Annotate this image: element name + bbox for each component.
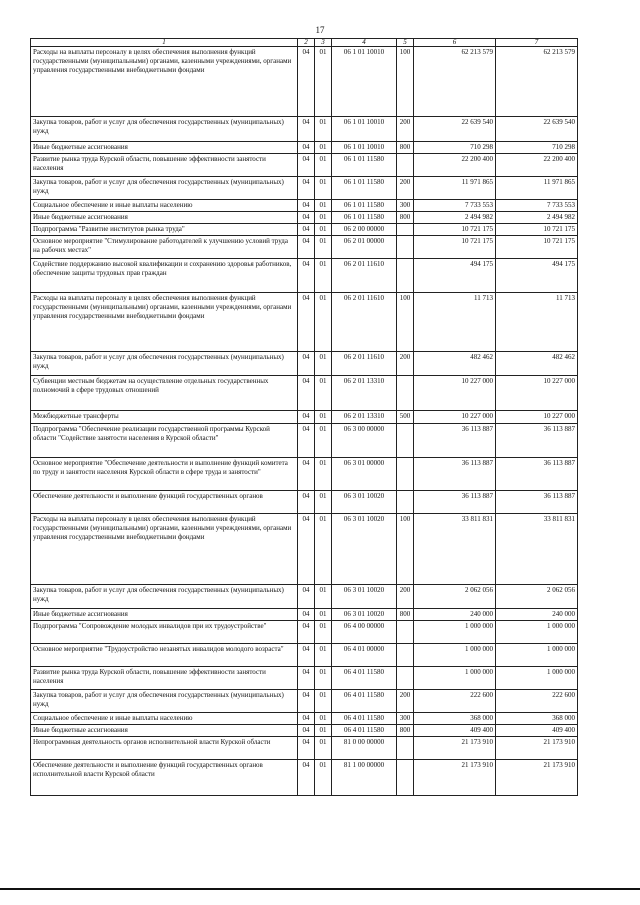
row-expense-type bbox=[397, 376, 414, 411]
row-expense-type bbox=[397, 424, 414, 458]
row-amount-year2: 10 227 000 bbox=[496, 376, 578, 411]
row-amount-year1: 240 000 bbox=[414, 609, 496, 621]
row-amount-year2: 7 733 553 bbox=[496, 200, 578, 212]
row-section: 04 bbox=[298, 690, 315, 713]
row-section: 04 bbox=[298, 154, 315, 177]
row-amount-year1: 10 721 175 bbox=[414, 236, 496, 259]
row-target-article: 06 2 01 11610 bbox=[332, 259, 397, 293]
row-expense-type: 200 bbox=[397, 585, 414, 609]
row-expense-type: 800 bbox=[397, 725, 414, 737]
row-section: 04 bbox=[298, 200, 315, 212]
row-amount-year2: 240 000 bbox=[496, 609, 578, 621]
row-amount-year1: 36 113 887 bbox=[414, 424, 496, 458]
row-section: 04 bbox=[298, 376, 315, 411]
row-expense-type: 800 bbox=[397, 609, 414, 621]
row-target-article: 06 1 01 10010 bbox=[332, 142, 397, 154]
table-row bbox=[31, 411, 578, 424]
row-section: 04 bbox=[298, 585, 315, 609]
row-amount-year2: 62 213 579 bbox=[496, 47, 578, 117]
row-amount-year2: 36 113 887 bbox=[496, 458, 578, 491]
table-row bbox=[31, 644, 578, 667]
row-section: 04 bbox=[298, 458, 315, 491]
row-target-article: 06 2 00 00000 bbox=[332, 224, 397, 236]
row-name: Подпрограмма "Обеспечение реализации государственной программы Курской области "Содействие занятости населения в Курской области" bbox=[31, 424, 298, 458]
row-name: Закупка товаров, работ и услуг для обеспечения государственных (муниципальных) нужд bbox=[31, 117, 298, 142]
row-section: 04 bbox=[298, 737, 315, 760]
row-amount-year1: 22 639 540 bbox=[414, 117, 496, 142]
row-name: Закупка товаров, работ и услуг для обеспечения государственных (муниципальных) нужд bbox=[31, 177, 298, 200]
row-amount-year1: 11 971 865 bbox=[414, 177, 496, 200]
row-section: 04 bbox=[298, 142, 315, 154]
row-name: Социальное обеспечение и иные выплаты населению bbox=[31, 713, 298, 725]
row-expense-type: 100 bbox=[397, 293, 414, 352]
row-name: Социальное обеспечение и иные выплаты населению bbox=[31, 200, 298, 212]
row-amount-year1: 494 175 bbox=[414, 259, 496, 293]
row-section: 04 bbox=[298, 411, 315, 424]
table-row bbox=[31, 47, 578, 117]
row-amount-year2: 11 713 bbox=[496, 293, 578, 352]
row-name: Закупка товаров, работ и услуг для обеспечения государственных (муниципальных) нужд bbox=[31, 352, 298, 376]
row-name: Основное мероприятие "Обеспечение деятельности и выполнение функций комитета по труду и занятости населения Курской области в сфере труда и занятости" bbox=[31, 458, 298, 491]
row-expense-type bbox=[397, 236, 414, 259]
row-target-article: 06 3 01 00000 bbox=[332, 458, 397, 491]
table-row bbox=[31, 585, 578, 609]
row-amount-year1: 7 733 553 bbox=[414, 200, 496, 212]
row-expense-type bbox=[397, 259, 414, 293]
row-section: 04 bbox=[298, 352, 315, 376]
row-target-article: 06 1 01 11580 bbox=[332, 200, 397, 212]
table-row bbox=[31, 458, 578, 491]
row-subsection: 01 bbox=[315, 236, 332, 259]
row-amount-year2: 36 113 887 bbox=[496, 424, 578, 458]
row-subsection: 01 bbox=[315, 200, 332, 212]
row-name: Обеспечение деятельности и выполнение функций государственных органов исполнительной власти Курской области bbox=[31, 760, 298, 796]
table-row bbox=[31, 667, 578, 690]
row-expense-type bbox=[397, 458, 414, 491]
row-expense-type: 500 bbox=[397, 411, 414, 424]
row-expense-type bbox=[397, 644, 414, 667]
row-target-article: 06 1 01 11580 bbox=[332, 212, 397, 224]
row-expense-type: 100 bbox=[397, 514, 414, 585]
row-subsection: 01 bbox=[315, 177, 332, 200]
row-subsection: 01 bbox=[315, 621, 332, 644]
row-section: 04 bbox=[298, 713, 315, 725]
row-amount-year1: 1 000 000 bbox=[414, 621, 496, 644]
row-name: Основное мероприятие "Стимулирование работодателей к улучшению условий труда на рабочих местах" bbox=[31, 236, 298, 259]
scan-bottom-rule bbox=[0, 888, 640, 890]
table-row bbox=[31, 713, 578, 725]
row-section: 04 bbox=[298, 491, 315, 514]
row-expense-type: 200 bbox=[397, 690, 414, 713]
row-amount-year1: 22 200 400 bbox=[414, 154, 496, 177]
header-col-2: 2 bbox=[298, 39, 315, 47]
row-amount-year1: 21 173 910 bbox=[414, 737, 496, 760]
row-subsection: 01 bbox=[315, 293, 332, 352]
row-name: Обеспечение деятельности и выполнение функций государственных органов bbox=[31, 491, 298, 514]
row-amount-year1: 1 000 000 bbox=[414, 644, 496, 667]
row-name: Содействие поддержанию высокой квалификации и сохранению здоровья работников, обеспечение защиты трудовых прав граждан bbox=[31, 259, 298, 293]
row-expense-type: 100 bbox=[397, 47, 414, 117]
table-row bbox=[31, 224, 578, 236]
row-name: Расходы на выплаты персоналу в целях обеспечения выполнения функций государственными (муниципальными) органами, казенными учреждениями, органами управления государственными внебюджетными фондами bbox=[31, 293, 298, 352]
row-subsection: 01 bbox=[315, 212, 332, 224]
row-target-article: 06 2 01 11610 bbox=[332, 293, 397, 352]
table-row bbox=[31, 621, 578, 644]
row-amount-year1: 11 713 bbox=[414, 293, 496, 352]
table-row bbox=[31, 725, 578, 737]
header-col-4: 4 bbox=[332, 39, 397, 47]
row-name: Иные бюджетные ассигнования bbox=[31, 212, 298, 224]
row-name: Подпрограмма "Сопровождение молодых инвалидов при их трудоустройстве" bbox=[31, 621, 298, 644]
row-target-article: 06 2 01 00000 bbox=[332, 236, 397, 259]
row-amount-year2: 10 721 175 bbox=[496, 224, 578, 236]
row-amount-year2: 1 000 000 bbox=[496, 621, 578, 644]
row-section: 04 bbox=[298, 236, 315, 259]
row-target-article: 06 4 01 11580 bbox=[332, 690, 397, 713]
row-amount-year2: 11 971 865 bbox=[496, 177, 578, 200]
row-amount-year2: 494 175 bbox=[496, 259, 578, 293]
row-name: Расходы на выплаты персоналу в целях обеспечения выполнения функций государственными (муниципальными) органами, казенными учреждениями, органами управления государственными внебюджетными фондами bbox=[31, 47, 298, 117]
row-amount-year2: 33 811 831 bbox=[496, 514, 578, 585]
row-subsection: 01 bbox=[315, 690, 332, 713]
row-name: Иные бюджетные ассигнования bbox=[31, 142, 298, 154]
row-target-article: 81 1 00 00000 bbox=[332, 760, 397, 796]
row-expense-type: 800 bbox=[397, 212, 414, 224]
row-subsection: 01 bbox=[315, 142, 332, 154]
table-row bbox=[31, 117, 578, 142]
row-target-article: 06 3 00 00000 bbox=[332, 424, 397, 458]
row-amount-year1: 10 227 000 bbox=[414, 411, 496, 424]
table-row bbox=[31, 760, 578, 796]
row-amount-year2: 36 113 887 bbox=[496, 491, 578, 514]
row-section: 04 bbox=[298, 609, 315, 621]
row-subsection: 01 bbox=[315, 352, 332, 376]
row-subsection: 01 bbox=[315, 117, 332, 142]
row-name: Развитие рынка труда Курской области, повышение эффективности занятости населения bbox=[31, 154, 298, 177]
row-subsection: 01 bbox=[315, 259, 332, 293]
header-col-1: 1 bbox=[31, 39, 298, 47]
row-section: 04 bbox=[298, 644, 315, 667]
table-row bbox=[31, 737, 578, 760]
row-name: Субвенции местным бюджетам на осуществление отдельных государственных полномочий в сфере трудовых отношений bbox=[31, 376, 298, 411]
row-subsection: 01 bbox=[315, 585, 332, 609]
table-row bbox=[31, 293, 578, 352]
row-expense-type: 200 bbox=[397, 117, 414, 142]
row-subsection: 01 bbox=[315, 47, 332, 117]
table-row bbox=[31, 352, 578, 376]
table-row bbox=[31, 491, 578, 514]
row-name: Межбюджетные трансферты bbox=[31, 411, 298, 424]
table-row bbox=[31, 609, 578, 621]
row-subsection: 01 bbox=[315, 737, 332, 760]
header-col-6: 6 bbox=[414, 39, 496, 47]
row-target-article: 06 3 01 10020 bbox=[332, 609, 397, 621]
row-amount-year2: 222 600 bbox=[496, 690, 578, 713]
header-col-7: 7 bbox=[496, 39, 578, 47]
row-expense-type bbox=[397, 737, 414, 760]
table-row bbox=[31, 200, 578, 212]
row-amount-year1: 1 000 000 bbox=[414, 667, 496, 690]
row-target-article: 06 3 01 10020 bbox=[332, 514, 397, 585]
row-target-article: 06 1 01 11580 bbox=[332, 177, 397, 200]
row-target-article: 81 0 00 00000 bbox=[332, 737, 397, 760]
row-expense-type bbox=[397, 621, 414, 644]
row-section: 04 bbox=[298, 47, 315, 117]
row-section: 04 bbox=[298, 117, 315, 142]
row-section: 04 bbox=[298, 259, 315, 293]
row-target-article: 06 4 01 11580 bbox=[332, 725, 397, 737]
row-subsection: 01 bbox=[315, 458, 332, 491]
row-target-article: 06 1 01 10010 bbox=[332, 117, 397, 142]
row-subsection: 01 bbox=[315, 667, 332, 690]
table-row bbox=[31, 514, 578, 585]
row-name: Непрограммная деятельность органов исполнительной власти Курской области bbox=[31, 737, 298, 760]
table-row bbox=[31, 154, 578, 177]
row-expense-type: 800 bbox=[397, 142, 414, 154]
row-expense-type: 200 bbox=[397, 177, 414, 200]
row-amount-year1: 10 721 175 bbox=[414, 224, 496, 236]
row-target-article: 06 4 01 00000 bbox=[332, 644, 397, 667]
row-name: Иные бюджетные ассигнования bbox=[31, 609, 298, 621]
budget-table bbox=[30, 38, 578, 796]
row-amount-year2: 710 298 bbox=[496, 142, 578, 154]
row-target-article: 06 2 01 13310 bbox=[332, 376, 397, 411]
row-name: Закупка товаров, работ и услуг для обеспечения государственных (муниципальных) нужд bbox=[31, 690, 298, 713]
header-col-5: 5 bbox=[397, 39, 414, 47]
row-amount-year2: 10 721 175 bbox=[496, 236, 578, 259]
row-section: 04 bbox=[298, 760, 315, 796]
row-amount-year1: 409 400 bbox=[414, 725, 496, 737]
table-row bbox=[31, 424, 578, 458]
row-target-article: 06 4 01 11580 bbox=[332, 713, 397, 725]
row-subsection: 01 bbox=[315, 609, 332, 621]
row-amount-year1: 368 000 bbox=[414, 713, 496, 725]
row-section: 04 bbox=[298, 177, 315, 200]
header-col-3: 3 bbox=[315, 39, 332, 47]
table-row bbox=[31, 142, 578, 154]
row-subsection: 01 bbox=[315, 154, 332, 177]
row-amount-year2: 1 000 000 bbox=[496, 667, 578, 690]
row-expense-type bbox=[397, 224, 414, 236]
row-amount-year2: 2 062 056 bbox=[496, 585, 578, 609]
row-amount-year1: 482 462 bbox=[414, 352, 496, 376]
row-expense-type: 200 bbox=[397, 352, 414, 376]
row-subsection: 01 bbox=[315, 411, 332, 424]
row-section: 04 bbox=[298, 725, 315, 737]
table-row bbox=[31, 236, 578, 259]
row-section: 04 bbox=[298, 667, 315, 690]
table-row bbox=[31, 376, 578, 411]
page-number: 17 bbox=[315, 25, 325, 35]
table-row bbox=[31, 212, 578, 224]
row-amount-year1: 2 062 056 bbox=[414, 585, 496, 609]
row-section: 04 bbox=[298, 224, 315, 236]
row-expense-type bbox=[397, 760, 414, 796]
table-row bbox=[31, 177, 578, 200]
row-subsection: 01 bbox=[315, 514, 332, 585]
row-amount-year1: 10 227 000 bbox=[414, 376, 496, 411]
row-section: 04 bbox=[298, 621, 315, 644]
row-name: Развитие рынка труда Курской области, повышение эффективности занятости населения bbox=[31, 667, 298, 690]
row-target-article: 06 1 01 10010 bbox=[332, 47, 397, 117]
row-expense-type: 300 bbox=[397, 200, 414, 212]
row-target-article: 06 3 01 10020 bbox=[332, 585, 397, 609]
row-subsection: 01 bbox=[315, 725, 332, 737]
row-name: Основное мероприятие "Трудоустройство незанятых инвалидов молодого возраста" bbox=[31, 644, 298, 667]
row-subsection: 01 bbox=[315, 713, 332, 725]
row-subsection: 01 bbox=[315, 644, 332, 667]
row-amount-year2: 21 173 910 bbox=[496, 737, 578, 760]
row-subsection: 01 bbox=[315, 224, 332, 236]
row-name: Иные бюджетные ассигнования bbox=[31, 725, 298, 737]
row-section: 04 bbox=[298, 424, 315, 458]
row-expense-type bbox=[397, 491, 414, 514]
row-amount-year1: 62 213 579 bbox=[414, 47, 496, 117]
row-amount-year1: 21 173 910 bbox=[414, 760, 496, 796]
row-target-article: 06 1 01 11580 bbox=[332, 154, 397, 177]
row-subsection: 01 bbox=[315, 760, 332, 796]
row-name: Расходы на выплаты персоналу в целях обеспечения выполнения функций государственными (муниципальными) органами, казенными учреждениями, органами управления государственными внебюджетными фондами bbox=[31, 514, 298, 585]
row-amount-year2: 1 000 000 bbox=[496, 644, 578, 667]
row-amount-year1: 222 600 bbox=[414, 690, 496, 713]
table-row bbox=[31, 259, 578, 293]
row-name: Закупка товаров, работ и услуг для обеспечения государственных (муниципальных) нужд bbox=[31, 585, 298, 609]
row-section: 04 bbox=[298, 293, 315, 352]
row-amount-year2: 409 400 bbox=[496, 725, 578, 737]
row-target-article: 06 4 00 00000 bbox=[332, 621, 397, 644]
row-amount-year1: 2 494 982 bbox=[414, 212, 496, 224]
row-expense-type bbox=[397, 667, 414, 690]
table-row bbox=[31, 690, 578, 713]
header-row bbox=[31, 39, 578, 47]
row-amount-year1: 36 113 887 bbox=[414, 458, 496, 491]
row-target-article: 06 2 01 11610 bbox=[332, 352, 397, 376]
row-expense-type bbox=[397, 154, 414, 177]
row-target-article: 06 2 01 13310 bbox=[332, 411, 397, 424]
row-subsection: 01 bbox=[315, 491, 332, 514]
row-section: 04 bbox=[298, 212, 315, 224]
row-target-article: 06 3 01 10020 bbox=[332, 491, 397, 514]
row-amount-year2: 2 494 982 bbox=[496, 212, 578, 224]
row-amount-year1: 710 298 bbox=[414, 142, 496, 154]
row-amount-year1: 36 113 887 bbox=[414, 491, 496, 514]
row-amount-year2: 21 173 910 bbox=[496, 760, 578, 796]
row-name: Подпрограмма "Развитие институтов рынка труда" bbox=[31, 224, 298, 236]
row-amount-year1: 33 811 831 bbox=[414, 514, 496, 585]
row-subsection: 01 bbox=[315, 424, 332, 458]
row-subsection: 01 bbox=[315, 376, 332, 411]
row-amount-year2: 482 462 bbox=[496, 352, 578, 376]
row-amount-year2: 368 000 bbox=[496, 713, 578, 725]
row-section: 04 bbox=[298, 514, 315, 585]
row-amount-year2: 10 227 000 bbox=[496, 411, 578, 424]
row-amount-year2: 22 639 540 bbox=[496, 117, 578, 142]
row-target-article: 06 4 01 11580 bbox=[332, 667, 397, 690]
row-amount-year2: 22 200 400 bbox=[496, 154, 578, 177]
row-expense-type: 300 bbox=[397, 713, 414, 725]
